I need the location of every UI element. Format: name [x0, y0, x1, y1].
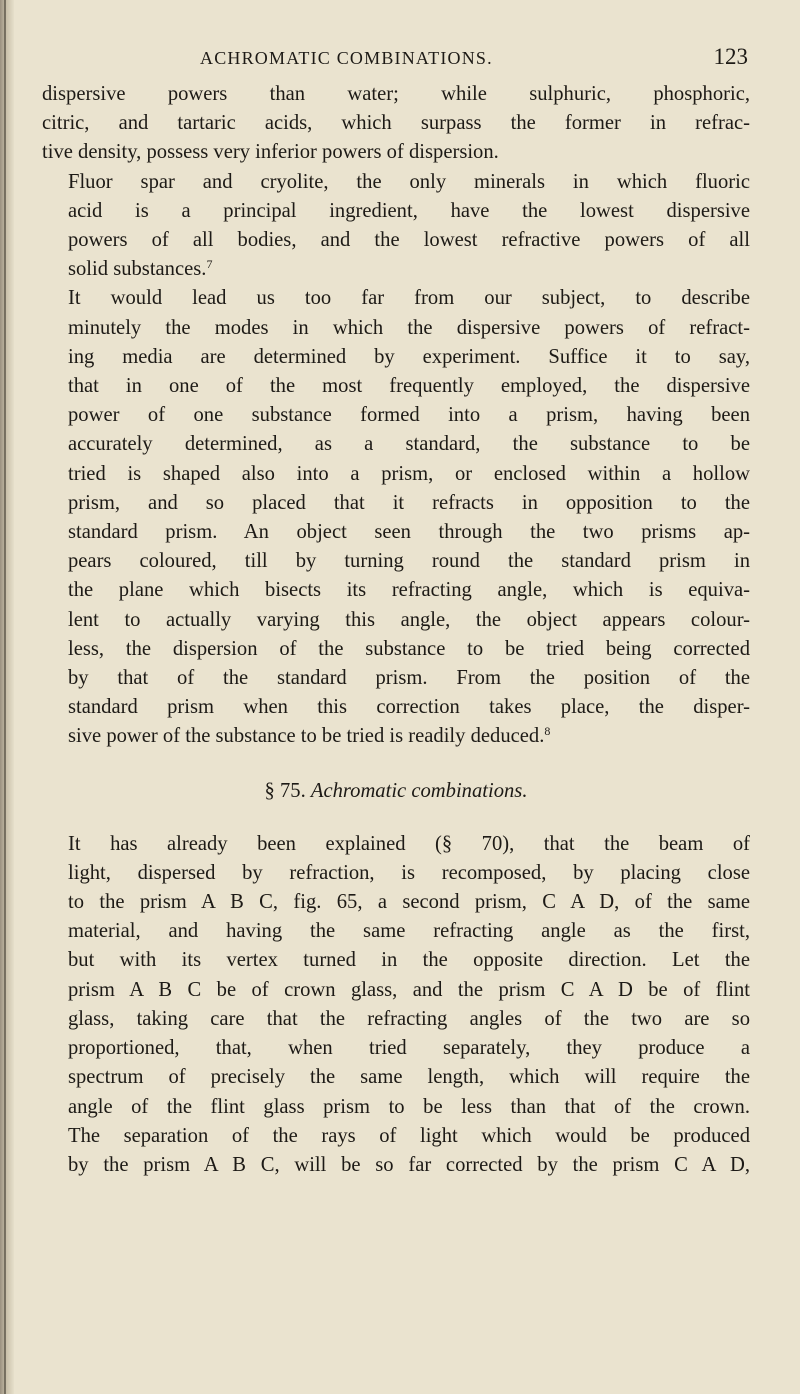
text-line: glass, taking care that the refracting angles of the two are so: [68, 1007, 750, 1030]
text-line: by the prism A B C, will be so far corrected by the prism C A D,: [68, 1153, 750, 1176]
text-line: tried is shaped also into a prism, or enclosed within a hollow: [68, 462, 750, 485]
text-line: the plane which bisects its refracting angle, which is equiva-: [68, 579, 750, 602]
section-number: § 75.: [264, 779, 306, 802]
paragraph-fluor-spar: [42, 168, 750, 285]
text-line: angle of the flint glass prism to be less than that of the crown.: [68, 1095, 750, 1118]
running-title: ACHROMATIC COMBINATIONS.: [200, 48, 493, 68]
section-heading: [42, 752, 750, 830]
text-line: It has already been explained (§ 70), that the beam of: [68, 832, 750, 855]
text-line: ing media are determined by experiment. Suffice it to say,: [68, 345, 750, 368]
text-line: but with its vertex turned in the opposite direction. Let the: [68, 949, 750, 972]
text-fragment: solid substances.: [68, 258, 207, 281]
text-line: light, dispersed by refraction, is recomposed, by placing close: [68, 861, 750, 884]
text-line: [42, 722, 750, 751]
text-line: to the prism A B C, fig. 65, a second prism, C A D, of the same: [68, 891, 750, 914]
section-title: Achromatic combinations.: [310, 779, 528, 802]
text-line: spectrum of precisely the same length, which will require the: [68, 1066, 750, 1089]
text-line: prism A B C be of crown glass, and the prism C A D be of flint: [68, 978, 750, 1001]
text-line: standard prism. An object seen through the two prisms ap-: [68, 521, 750, 544]
text-line: material, and having the same refracting angle as the first,: [68, 920, 750, 943]
text-line: proportioned, that, when tried separately, they produce a: [68, 1037, 750, 1060]
paragraph-continuation: [42, 80, 750, 168]
text-line: It would lead us too far from our subject, to describe: [68, 287, 750, 310]
footnote-marker: 8: [544, 724, 551, 739]
text-line: that in one of the most frequently employed, the dispersive: [68, 375, 750, 398]
text-line: prism, and so placed that it refracts in opposition to the: [68, 491, 750, 514]
book-gutter: [0, 0, 14, 1394]
text-line: less, the dispersion of the substance to be tried being corrected: [68, 637, 750, 660]
text-line: tive density, possess very inferior powers of dispersion.: [42, 141, 499, 164]
text-line: dispersive powers than water; while sulphuric, phosphoric,: [42, 83, 750, 105]
text-line: accurately determined, as a standard, the substance to be: [68, 433, 750, 456]
text-line: pears coloured, till by turning round the standard prism in: [68, 550, 750, 573]
text-line: The separation of the rays of light which would be produced: [68, 1124, 750, 1147]
text-line: Fluor spar and cryolite, the only minerals in which fluoric: [68, 170, 750, 193]
text-line: minutely the modes in which the dispersive powers of refract-: [68, 316, 750, 339]
text-line: [42, 255, 750, 284]
page-number: 123: [713, 44, 748, 69]
text-line: by that of the standard prism. From the position of the: [68, 667, 750, 690]
paragraph-dispersive-measurement: [42, 284, 750, 751]
text-line: standard prism when this correction takes place, the disper-: [68, 696, 750, 719]
text-line: powers of all bodies, and the lowest refractive powers of all: [68, 229, 750, 252]
text-fragment: sive power of the substance to be tried is readily deduced.: [68, 725, 545, 748]
footnote-marker: 7: [206, 257, 213, 272]
text-line: citric, and tartaric acids, which surpass the former in refrac-: [42, 112, 750, 135]
text-line: lent to actually varying this angle, the object appears colour-: [68, 608, 750, 631]
running-head: [42, 0, 750, 80]
text-line: power of one substance formed into a prism, having been: [68, 404, 750, 427]
book-page: [42, 0, 750, 1180]
text-line: acid is a principal ingredient, have the lowest dispersive: [68, 199, 750, 222]
binding-edge: [4, 0, 6, 1394]
paragraph-achromatic: [42, 830, 750, 1180]
